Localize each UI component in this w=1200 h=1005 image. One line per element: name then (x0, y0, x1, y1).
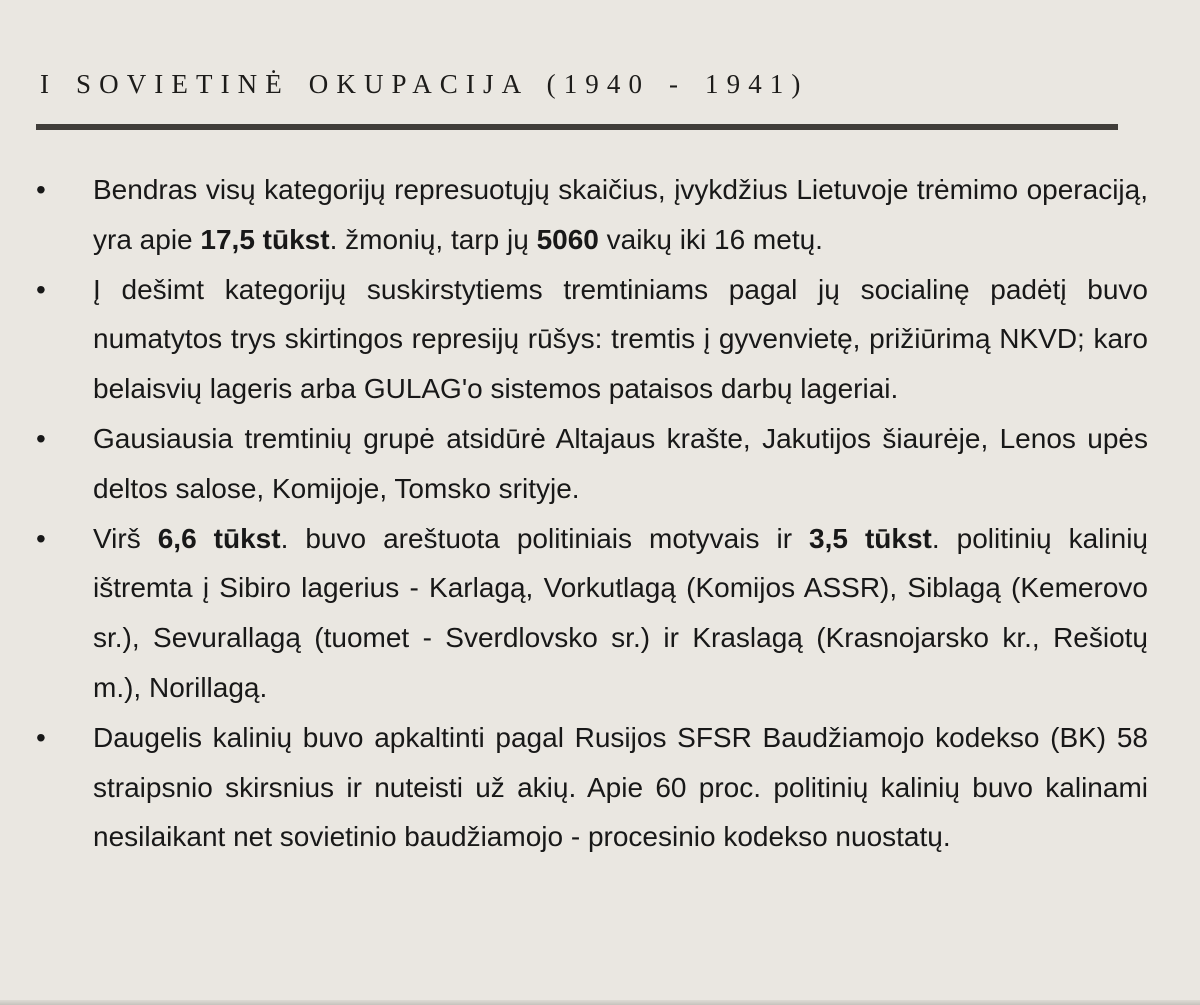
text-segment: Gausiausia tremtinių grupė atsidūrė Altajaus krašte, Jakutijos šiaurėje, Lenos upės deltos salose, Komijoje, Tomsko srityje. (93, 422, 1148, 504)
bullet-icon: • (36, 721, 46, 753)
bullet-text (93, 414, 1148, 514)
list-item (0, 165, 1148, 265)
text-segment: . žmonių, tarp jų (329, 223, 537, 255)
list-item (0, 713, 1148, 862)
text-segment: Į dešimt kategorijų suskirstytiems tremtiniams pagal jų socialinę padėtį buvo numatytos trys skirtingos represijų rūšys: tremtis į gyvenvietę, prižiūrimą NKVD; karo belaisvių lageris arba GULAG'o sistemos pataisos darbų lageriai. (93, 273, 1148, 405)
text-segment: . buvo areštuota politiniais motyvais ir (280, 522, 810, 554)
bottom-edge (0, 1000, 1200, 1005)
list-item (0, 265, 1148, 414)
bullet-icon: • (36, 522, 46, 554)
page-title: I SOVIETINĖ OKUPACIJA (1940 - 1941) (40, 69, 809, 99)
bullet-text (93, 713, 1148, 862)
bullet-icon: • (36, 422, 46, 454)
bullet-text (93, 514, 1148, 713)
bold-text-segment: 5060 (536, 223, 599, 255)
bullet-icon: • (36, 273, 46, 305)
bold-text-segment: 17,5 tūkst (200, 223, 330, 255)
text-segment: Bendras visų kategorijų represuotųjų skaičius, įvykdžius Lietuvoje trėmimo operaciją, yra apie (93, 174, 1148, 255)
list-item (0, 414, 1148, 514)
text-segment: vaikų iki 16 metų. (598, 223, 823, 255)
bullet-text (93, 165, 1148, 265)
bold-text-segment: 6,6 tūkst (157, 522, 281, 554)
bold-text-segment: 3,5 tūkst (809, 522, 932, 554)
text-segment: Daugelis kalinių buvo apkaltinti pagal Rusijos SFSR Baudžiamojo kodekso (BK) 58 straipsnio skirsnius ir nuteisti už akių. Apie 60 proc. politinių kalinių buvo kalinami nesilaikant net sovietinio baudžiamojo - procesinio kodekso nuostatų. (93, 721, 1148, 853)
bullet-icon: • (36, 174, 46, 205)
bullet-text (93, 265, 1148, 414)
list-item (0, 514, 1148, 713)
title-divider (36, 124, 1118, 130)
bullet-list (0, 165, 1148, 862)
text-segment: . politinių kalinių ištremta į Sibiro lagerius - Karlagą, Vorkutlagą (Komijos ASSR), Siblagą (Kemerovo sr.), Sevurallagą (tuomet - Sverdlovsko sr.) ir Kraslagą (Krasnojarsko kr., Rešiotų m.), Norillagą. (93, 522, 1148, 703)
text-segment: Virš (93, 522, 158, 554)
